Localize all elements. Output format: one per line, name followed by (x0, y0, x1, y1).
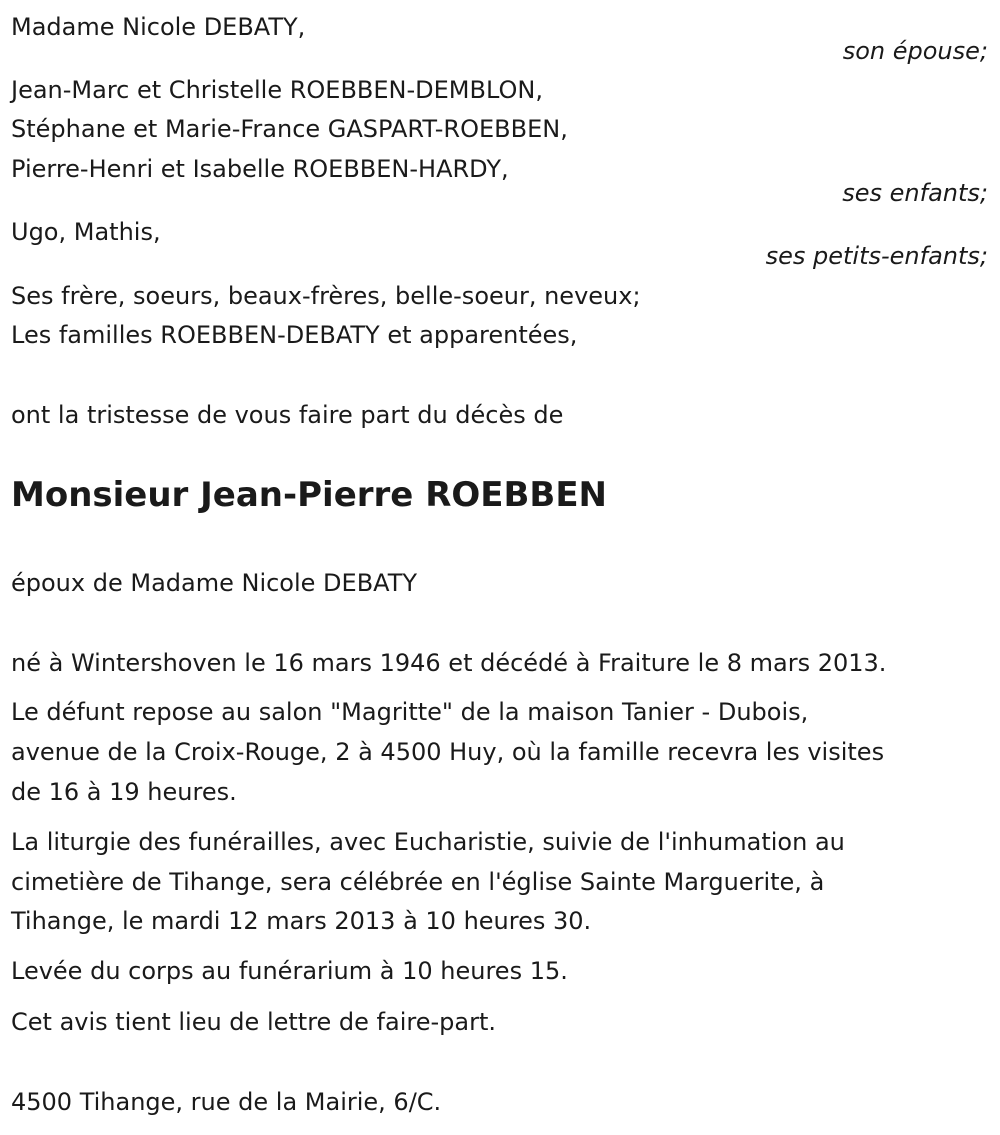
children-role: ses enfants; (842, 179, 988, 207)
spouse-role: son épouse; (842, 37, 988, 65)
address-line: 4500 Tihange, rue de la Mairie, 6/C. (11, 1088, 442, 1116)
child-line: Jean-Marc et Christelle ROEBBEN-DEMBLON, (11, 76, 543, 104)
child-line: Stéphane et Marie-France GASPART-ROEBBEN, (11, 115, 568, 143)
relatives-line: Ses frère, soeurs, beaux-frères, belle-soeur, neveux; (11, 282, 641, 310)
visitation-line: avenue de la Croix-Rouge, 2 à 4500 Huy, où la famille recevra les visites (11, 738, 885, 766)
deceased-name: Monsieur Jean-Pierre ROEBBEN (11, 475, 608, 515)
funeral-line: Tihange, le mardi 12 mars 2013 à 10 heures 30. (11, 907, 592, 935)
funeral-line: La liturgie des funérailles, avec Eucharistie, suivie de l'inhumation au (11, 828, 845, 856)
funeral-line: cimetière de Tihange, sera célébrée en l'église Sainte Marguerite, à (11, 868, 825, 896)
visitation-line: Le défunt repose au salon "Magritte" de la maison Tanier - Dubois, (11, 698, 809, 726)
relatives-line: Les familles ROEBBEN-DEBATY et apparentées, (11, 321, 578, 349)
levee-line: Levée du corps au funérarium à 10 heures 15. (11, 957, 568, 985)
birth-death-line: né à Wintershoven le 16 mars 1946 et décédé à Fraiture le 8 mars 2013. (11, 649, 887, 677)
announcement-text: ont la tristesse de vous faire part du décès de (11, 401, 564, 429)
grandchildren-line: Ugo, Mathis, (11, 218, 161, 246)
spouse-line: Madame Nicole DEBATY, (11, 13, 306, 41)
visitation-line: de 16 à 19 heures. (11, 778, 237, 806)
deceased-spouse-of: époux de Madame Nicole DEBATY (11, 569, 418, 597)
grandchildren-role: ses petits-enfants; (765, 242, 988, 270)
child-line: Pierre-Henri et Isabelle ROEBBEN-HARDY, (11, 155, 509, 183)
notice-line: Cet avis tient lieu de lettre de faire-part. (11, 1008, 496, 1036)
